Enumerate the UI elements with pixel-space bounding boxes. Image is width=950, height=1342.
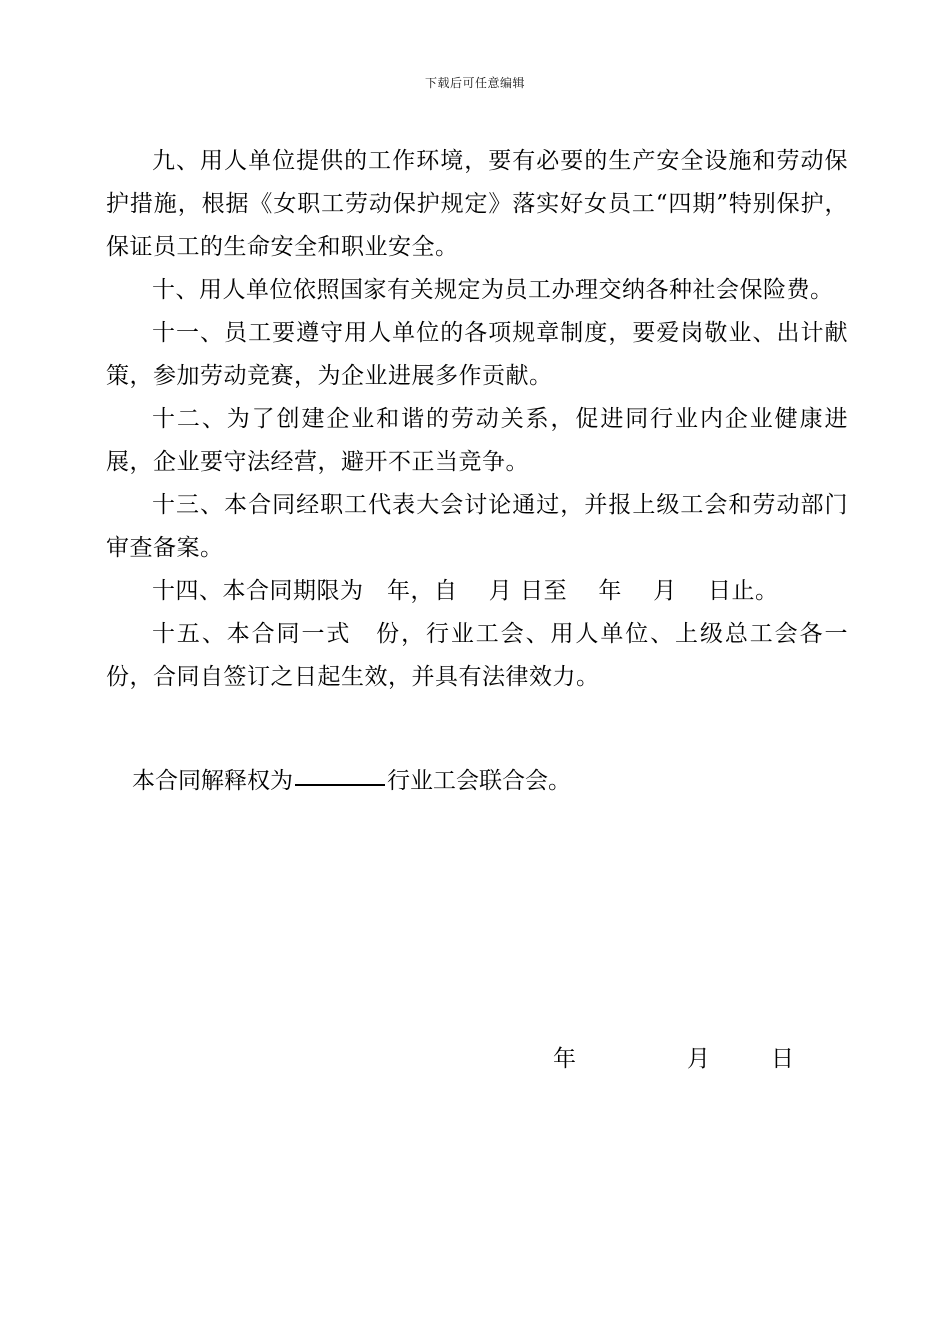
clause-10: 十、用人单位依照国家有关规定为员工办理交纳各种社会保险费。 <box>152 277 834 303</box>
fill-in-blank <box>295 758 385 786</box>
date-day: 日 <box>771 1046 794 1072</box>
interpretation-clause <box>132 760 571 803</box>
interpretation-suffix: 行业工会联合会。 <box>387 768 571 794</box>
date-year: 年 <box>553 1046 576 1072</box>
clause-12: 十二、为了创建企业和谐的劳动关系，促进同行业内企业健康进展，企业要守法经营，避开不正当竞争。 <box>106 406 848 475</box>
clause-15: 十五、本合同一式 份，行业工会、用人单位、上级总工会各一份，合同自签订之日起生效，并具有法律效力。 <box>106 621 848 690</box>
clause-14: 十四、本合同期限为 年，自 月 日至 年 月 日止。 <box>152 578 779 604</box>
clause-9: 九、用人单位提供的工作环境，要有必要的生产安全设施和劳动保护措施，根据《女职工劳动保护规定》落实好女员工“四期”特别保护，保证员工的生命安全和职业安全。 <box>106 148 848 260</box>
date-month: 月 <box>687 1046 710 1072</box>
contract-body <box>106 140 848 699</box>
clause-13: 十三、本合同经职工代表大会讨论通过，并报上级工会和劳动部门审查备案。 <box>106 492 848 561</box>
clause-11: 十一、员工要遵守用人单位的各项规章制度，要爱岗敬业、出计献策，参加劳动竞赛，为企业进展多作贡献。 <box>106 320 848 389</box>
page-header: 下载后可任意编辑 <box>424 76 525 90</box>
signature-date <box>0 1040 950 1080</box>
interpretation-prefix: 本合同解释权为 <box>132 768 293 794</box>
